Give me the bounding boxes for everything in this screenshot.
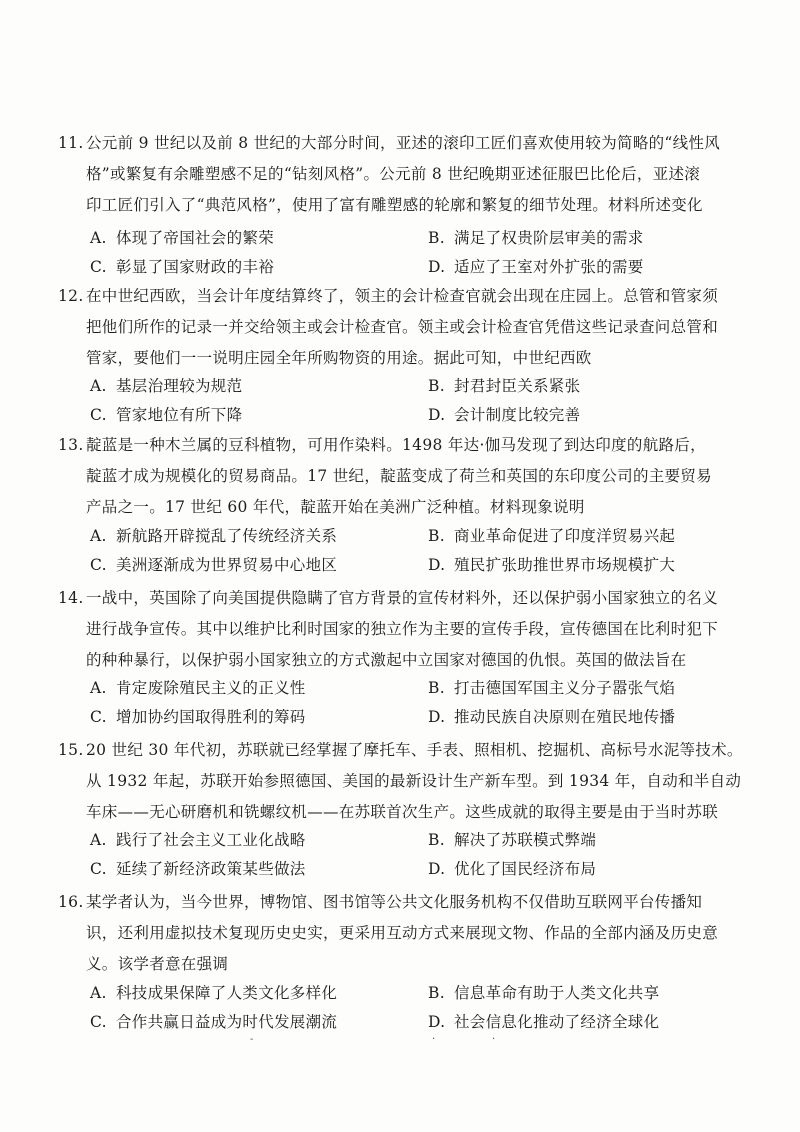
option-c [90, 257, 274, 277]
option-text: 商业革命促进了印度洋贸易兴起 [454, 527, 676, 545]
question-number: 11. [58, 134, 84, 152]
option-c [90, 555, 337, 575]
option-b [428, 526, 675, 546]
footer-mark: · [432, 1034, 436, 1045]
question-stem-line: 公元前 9 世纪以及前 8 世纪的大部分时间，亚述的滚印工匠们喜欢使用较为简略的“线性风 [86, 134, 721, 152]
option-a [90, 228, 274, 248]
question-stem-line: 在中世纪西欧，当会计年度结算终了，领主的会计检查官就会出现在庄园上。总管和管家须 [86, 287, 719, 305]
question-stem-line: 识，还利用虚拟技术复现历史史实，更采用互动方式来展现文物、作品的全部内涵及历史意 [86, 924, 719, 942]
option-text: 延续了新经济政策某些做法 [116, 860, 306, 878]
option-b [428, 376, 580, 396]
footer-mark: · [492, 1034, 496, 1045]
option-letter: A. [90, 527, 107, 545]
option-letter: B. [428, 377, 445, 395]
option-letter: B. [428, 229, 445, 247]
question-stem-line: 20 世纪 30 年代初，苏联就已经掌握了摩托车、手表、照相机、挖掘机、高标号水泥等技术。 [86, 741, 743, 759]
option-b [428, 830, 596, 850]
option-text: 社会信息化推动了经济全球化 [454, 1013, 660, 1031]
option-letter: B. [428, 984, 445, 1002]
option-d [428, 707, 675, 727]
option-letter: D. [428, 258, 446, 276]
option-a [90, 830, 306, 850]
option-letter: C. [90, 860, 107, 878]
option-letter: A. [90, 831, 107, 849]
option-text: 适应了王室对外扩张的需要 [454, 258, 644, 276]
option-text: 肯定废除殖民主义的正义性 [116, 679, 306, 697]
option-text: 信息革命有助于人类文化共享 [454, 984, 660, 1002]
option-text: 基层治理较为规范 [116, 377, 243, 395]
option-c [90, 405, 242, 425]
option-text: 增加协约国取得胜利的筹码 [116, 708, 306, 726]
option-a [90, 983, 337, 1003]
option-d [428, 555, 675, 575]
option-text: 满足了权贵阶层审美的需求 [454, 229, 644, 247]
option-text: 管家地位有所下降 [116, 406, 243, 424]
question-stem-line: 产品之一。17 世纪 60 年代，靛蓝开始在美洲广泛种植。材料现象说明 [86, 498, 585, 516]
question-stem-line: 管家，要他们一一说明庄园全年所购物资的用途。据此可知，中世纪西欧 [86, 349, 592, 367]
option-d [428, 859, 596, 879]
question-number: 16. [58, 893, 84, 911]
option-text: 打击德国军国主义分子嚣张气焰 [454, 679, 676, 697]
option-text: 合作共赢日益成为时代发展潮流 [116, 1013, 338, 1031]
option-d [428, 1012, 659, 1032]
option-b [428, 678, 675, 698]
option-a [90, 678, 306, 698]
option-letter: B. [428, 831, 445, 849]
option-letter: B. [428, 527, 445, 545]
footer-mark: - [250, 1034, 254, 1045]
option-letter: A. [90, 377, 107, 395]
question-stem-line: 一战中，英国除了向美国提供隐瞒了官方背景的宣传材料外，还以保护弱小国家独立的名义 [86, 589, 719, 607]
option-text: 科技成果保障了人类文化多样化 [116, 984, 338, 1002]
option-d [428, 257, 644, 277]
option-c [90, 1012, 337, 1032]
option-text: 优化了国民经济布局 [454, 860, 597, 878]
option-letter: C. [90, 708, 107, 726]
question-number: 14. [58, 589, 84, 607]
option-letter: A. [90, 984, 107, 1002]
option-text: 推动民族自决原则在殖民地传播 [454, 708, 676, 726]
option-text: 殖民扩张助推世界市场规模扩大 [454, 556, 676, 574]
option-text: 封君封臣关系紧张 [454, 377, 581, 395]
question-stem-line: 靛蓝是一种木兰属的豆科植物，可用作染料。1498 年达·伽马发现了到达印度的航路后， [86, 436, 706, 454]
question-stem-line: 进行战争宣传。其中以维护比利时国家的独立作为主要的宣传手段，宣传德国在比利时犯下 [86, 620, 719, 638]
option-text: 解决了苏联模式弊端 [454, 831, 597, 849]
option-c [90, 707, 306, 727]
option-letter: A. [90, 679, 107, 697]
question-stem-line: 靛蓝才成为规模化的贸易商品。17 世纪，靛蓝变成了荷兰和英国的东印度公司的主要贸易 [86, 467, 712, 485]
option-letter: D. [428, 556, 446, 574]
option-letter: D. [428, 860, 446, 878]
question-stem-line: 格”或繁复有余雕塑感不足的“钻刻风格”。公元前 8 世纪晚期亚述征服巴比伦后，亚述滚 [86, 165, 701, 183]
option-letter: A. [90, 229, 107, 247]
option-b [428, 228, 644, 248]
option-letter: D. [428, 1013, 446, 1031]
question-stem-line: 的种种暴行，以保护弱小国家独立的方式激起中立国家对德国的仇恨。英国的做法旨在 [86, 651, 687, 669]
option-text: 践行了社会主义工业化战略 [116, 831, 306, 849]
question-number: 13. [58, 436, 84, 454]
option-letter: D. [428, 406, 446, 424]
option-text: 会计制度比较完善 [454, 406, 581, 424]
option-text: 彰显了国家财政的丰裕 [116, 258, 275, 276]
question-stem-line: 印工匠们引入了“典范风格”，使用了富有雕塑感的轮廓和繁复的细节处理。材料所述变化 [86, 196, 703, 214]
option-letter: C. [90, 556, 107, 574]
question-number: 15. [58, 741, 84, 759]
question-stem-line: 把他们所作的记录一并交给领主或会计检查官。领主或会计检查官凭借这些记录查问总管和 [86, 318, 719, 336]
option-text: 新航路开辟搅乱了传统经济关系 [116, 527, 338, 545]
option-letter: B. [428, 679, 445, 697]
question-stem-line: 从 1932 年起，苏联开始参照德国、美国的最新设计生产新车型。到 1934 年，自动和半自动 [86, 772, 742, 790]
option-text: 体现了帝国社会的繁荣 [116, 229, 275, 247]
question-stem-line: 某学者认为，当今世界，博物馆、图书馆等公共文化服务机构不仅借助互联网平台传播知 [86, 893, 703, 911]
option-letter: D. [428, 708, 446, 726]
option-a [90, 376, 242, 396]
option-letter: C. [90, 406, 107, 424]
page-footer-marks [0, 1034, 800, 1054]
question-number: 12. [58, 287, 84, 305]
option-text: 美洲逐渐成为世界贸易中心地区 [116, 556, 338, 574]
option-d [428, 405, 580, 425]
question-stem-line: 车床——无心研磨机和铣螺纹机——在苏联首次生产。这些成就的取得主要是由于当时苏联 [86, 803, 719, 821]
option-b [428, 983, 659, 1003]
option-a [90, 526, 337, 546]
question-stem-line: 义。该学者意在强调 [86, 955, 229, 973]
option-letter: C. [90, 258, 107, 276]
option-letter: C. [90, 1013, 107, 1031]
option-c [90, 859, 306, 879]
